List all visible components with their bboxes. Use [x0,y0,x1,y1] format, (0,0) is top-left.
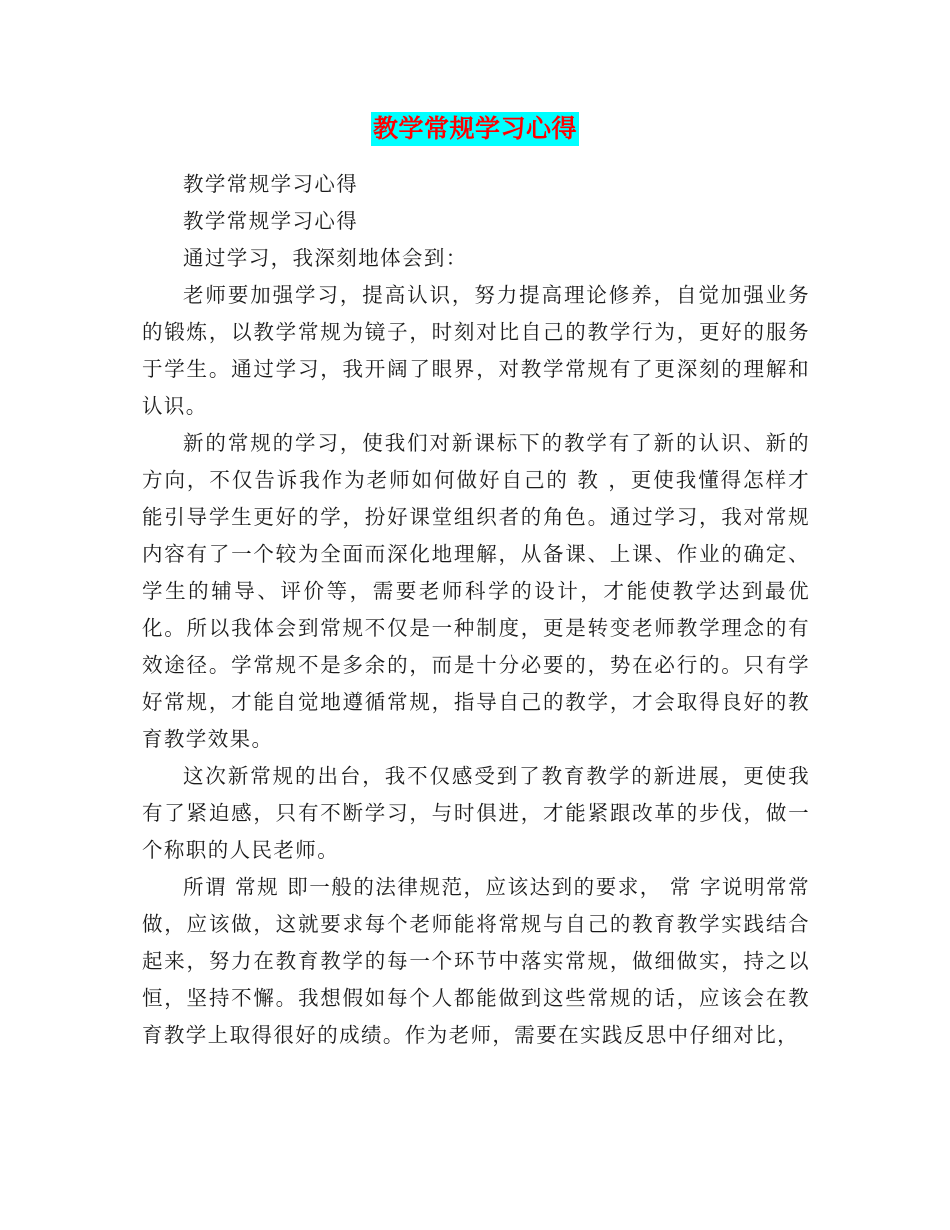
paragraph: 所谓 常规 即一般的法律规范，应该达到的要求， 常 字说明常常做，应该做，这就要求每个老师能将常规与自己的教育教学实践结合起来，努力在教育教学的每一个环节中落实常规，做细做实，持之以恒，坚持不懈。我想假如每个人都能做到这些常规的话，应该会在教育教学上取得很好的成绩。作为老师，需要在实践反思中仔细对比， [142,875,810,1047]
paragraph: 新的常规的学习，使我们对新课标下的教学有了新的认识、新的方向，不仅告诉我作为老师如何做好自己的 教 ，更使我懂得怎样才能引导学生更好的学，扮好课堂组织者的角色。通过学习，我对常规内容有了一个较为全面而深化地理解，从备课、上课、作业的确定、学生的辅导、评价等，需要老师科学的设计，才能使教学达到最优化。所以我体会到常规不仅是一种制度，更是转变老师教学理念的有效途径。学常规不是多余的，而是十分必要的，势在必行的。只有学好常规，才能自觉地遵循常规，指导自己的教学，才会取得良好的教育教学效果。 [142,431,810,751]
paragraph: 教学常规学习心得 [183,172,359,196]
document-body [142,166,810,1054]
paragraph: 这次新常规的出台，我不仅感受到了教育教学的新进展，更使我有了紧迫感，只有不断学习，与时俱进，才能紧跟改革的步伐，做一个称职的人民老师。 [142,764,810,862]
paragraph: 老师要加强学习，提高认识，努力提高理论修养，自觉加强业务的锻炼，以教学常规为镜子，时刻对比自己的教学行为，更好的服务于学生。通过学习，我开阔了眼界，对教学常规有了更深刻的理解和认识。 [142,283,810,418]
paragraph: 通过学习，我深刻地体会到： [183,246,468,270]
document-title: 教学常规学习心得 [371,112,579,146]
title-container [0,112,950,146]
paragraph: 教学常规学习心得 [183,209,359,233]
